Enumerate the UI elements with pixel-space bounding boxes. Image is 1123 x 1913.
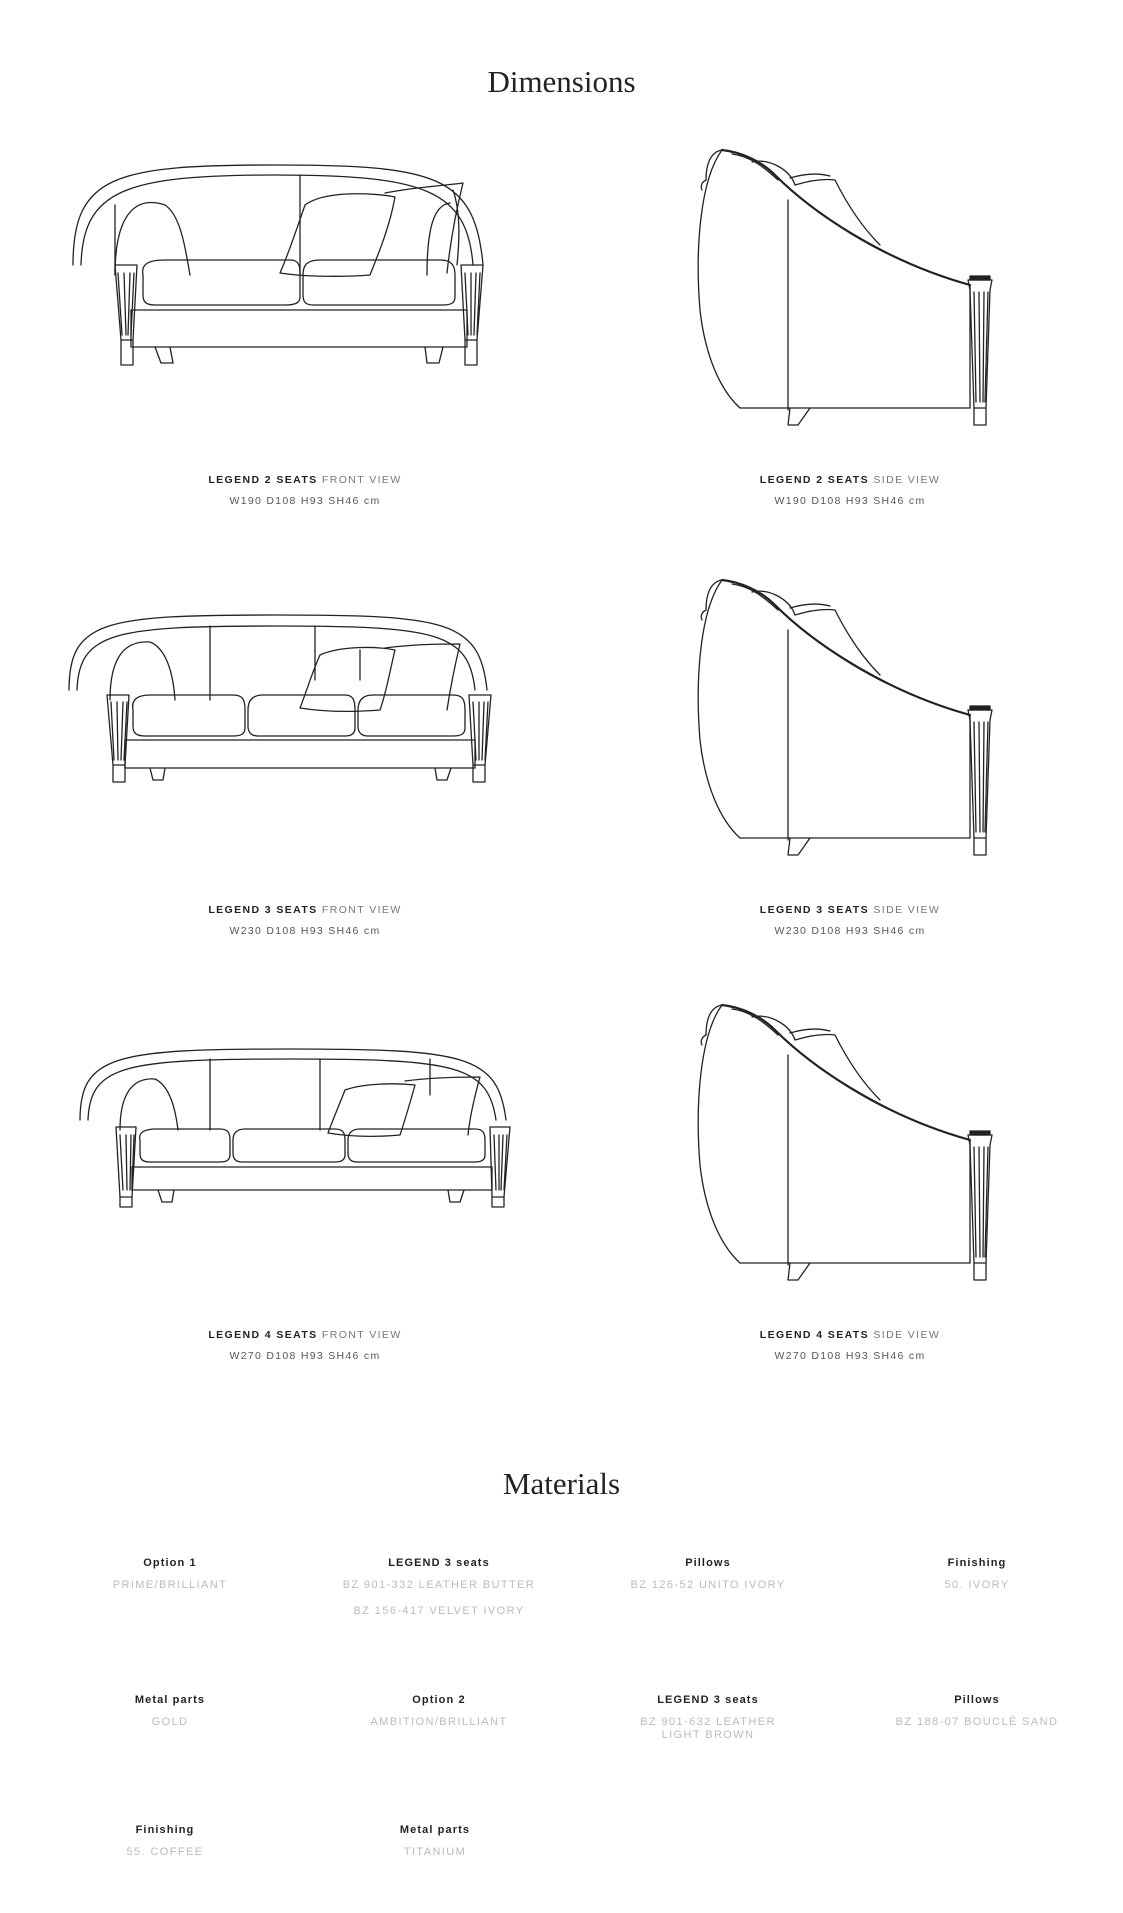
caption-view-label: SIDE VIEW: [873, 1329, 941, 1341]
material-value: 50. IVORY: [944, 1579, 1010, 1591]
material-item: [50, 1557, 290, 1605]
caption-model-name: LEGEND 2 SEATS: [208, 474, 318, 486]
caption-dimensions: W230 D108 H93 SH46 cm: [774, 925, 926, 937]
dimension-caption: [640, 903, 1060, 937]
material-item: [857, 1694, 1097, 1742]
material-label: Pillows: [954, 1694, 1000, 1706]
material-label: Metal parts: [399, 1824, 471, 1836]
material-item: [857, 1557, 1097, 1605]
dimension-caption: [640, 473, 1060, 507]
caption-view-label: FRONT VIEW: [321, 1329, 402, 1341]
caption-dimensions: W190 D108 H93 SH46 cm: [774, 495, 926, 507]
materials-title: Materials: [502, 1466, 621, 1501]
material-item: [45, 1824, 285, 1872]
material-value: BZ 188-07 BOUCLÉ SAND: [895, 1716, 1059, 1728]
material-label: LEGEND 3 seats: [388, 1557, 490, 1569]
dimension-caption: [95, 903, 515, 937]
material-value: TITANIUM: [403, 1846, 467, 1858]
material-label: Metal parts: [134, 1694, 206, 1706]
caption-view-label: SIDE VIEW: [873, 904, 941, 916]
caption-dimensions: W270 D108 H93 SH46 cm: [229, 1350, 381, 1362]
caption-view-label: FRONT VIEW: [321, 474, 402, 486]
material-item: [588, 1694, 828, 1755]
sofa-2-seats-front-drawing: [55, 135, 505, 375]
material-item: [315, 1824, 555, 1872]
caption-model-name: LEGEND 3 SEATS: [759, 904, 870, 916]
sofa-3-seats-side-drawing: [640, 570, 1000, 860]
material-value: BZ 156-417 VELVET IVORY: [353, 1605, 525, 1617]
material-value: BZ 901-332 LEATHER BUTTER: [342, 1579, 536, 1591]
dimension-caption: [95, 1328, 515, 1362]
material-label: Finishing: [135, 1824, 195, 1836]
material-value: BZ 901-632 LEATHER LIGHT BROWN: [640, 1716, 776, 1741]
material-label: Option 2: [412, 1694, 466, 1706]
material-item: [319, 1557, 559, 1631]
caption-dimensions: W230 D108 H93 SH46 cm: [229, 925, 381, 937]
material-label: LEGEND 3 seats: [657, 1694, 759, 1706]
sofa-4-seats-front-drawing: [55, 985, 535, 1225]
material-value: AMBITION/BRILLIANT: [370, 1716, 508, 1728]
material-value: BZ 126-52 UNITO IVORY: [630, 1579, 786, 1591]
dimensions-title: Dimensions: [487, 64, 636, 99]
dimension-caption: [640, 1328, 1060, 1362]
caption-view-label: FRONT VIEW: [321, 904, 402, 916]
material-label: Pillows: [685, 1557, 731, 1569]
sofa-3-seats-front-drawing: [55, 560, 505, 800]
caption-dimensions: W270 D108 H93 SH46 cm: [774, 1350, 926, 1362]
material-value: GOLD: [151, 1716, 189, 1728]
material-item: [50, 1694, 290, 1742]
material-item: [588, 1557, 828, 1605]
caption-model-name: LEGEND 4 SEATS: [759, 1329, 870, 1341]
material-item: [319, 1694, 559, 1742]
dimension-caption: [95, 473, 515, 507]
caption-model-name: LEGEND 2 SEATS: [759, 474, 870, 486]
material-label: Finishing: [947, 1557, 1007, 1569]
sofa-2-seats-side-drawing: [640, 140, 1000, 430]
sofa-4-seats-side-drawing: [640, 995, 1000, 1285]
caption-model-name: LEGEND 3 SEATS: [208, 904, 318, 916]
material-value: PRIME/BRILLIANT: [112, 1579, 228, 1591]
caption-model-name: LEGEND 4 SEATS: [208, 1329, 318, 1341]
material-value: 55. COFFEE: [126, 1846, 204, 1858]
material-label: Option 1: [143, 1557, 197, 1569]
caption-view-label: SIDE VIEW: [873, 474, 941, 486]
caption-dimensions: W190 D108 H93 SH46 cm: [229, 495, 381, 507]
